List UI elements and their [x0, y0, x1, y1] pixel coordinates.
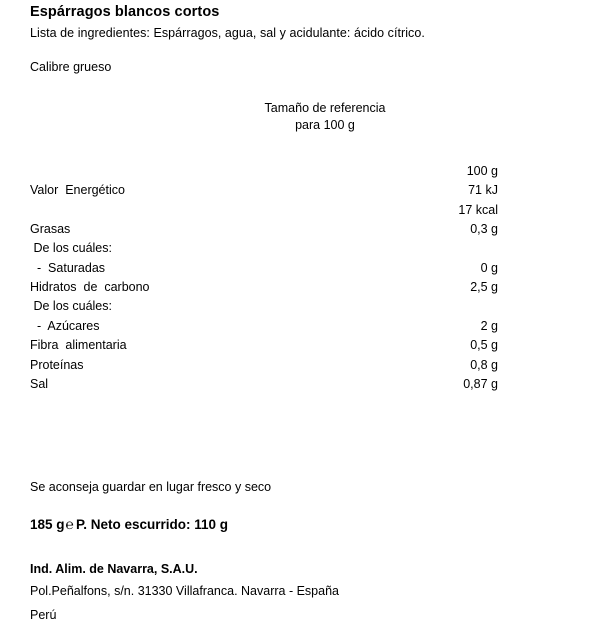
page-title: Espárragos blancos cortos: [30, 4, 220, 20]
reference-size-line-2: para 100 g: [295, 117, 355, 132]
weight-info: [30, 516, 570, 532]
nutrient-value: 0,8 g: [470, 357, 498, 372]
nutrient-value: 17 kcal: [458, 202, 498, 217]
table-row: [30, 317, 570, 336]
nutrient-name: - Saturadas: [30, 260, 106, 275]
nutrient-name: Fibra alimentaria: [30, 338, 127, 353]
drained-weight: P. Neto escurrido: 110 g: [75, 517, 228, 533]
table-row: [30, 278, 570, 297]
caliber-text: Calibre grueso: [30, 60, 112, 74]
table-row: [30, 336, 570, 355]
nutrient-value: 2 g: [480, 318, 498, 333]
nutrition-table: [30, 162, 570, 395]
nutrient-value: 0,87 g: [463, 376, 498, 391]
estimated-sign-icon: ℮: [65, 516, 74, 533]
net-weight: 185 g: [30, 517, 65, 533]
nutrient-name: Grasas: [30, 221, 71, 236]
table-row: [30, 259, 570, 278]
table-row: [30, 201, 570, 220]
nutrient-value: 0 g: [480, 260, 498, 275]
table-row: [30, 220, 570, 239]
nutrient-value: 2,5 g: [470, 280, 498, 294]
nutrient-value: 0,3 g: [470, 221, 498, 236]
storage-instructions: Se aconseja guardar en lugar fresco y seco: [30, 480, 272, 495]
nutrient-value: [365, 297, 570, 316]
nutrient-value: 0,5 g: [470, 338, 498, 353]
nutrient-name: Hidratos de carbono: [30, 280, 150, 294]
table-row: [30, 239, 570, 258]
reference-size-line-1: Tamaño de referencia: [264, 101, 386, 115]
origin-country: Perú: [30, 608, 57, 622]
table-row: [30, 181, 570, 200]
nutrient-name: - Azúcares: [30, 318, 100, 333]
nutrient-name: Proteínas: [30, 357, 84, 372]
nutrient-value: [365, 239, 570, 258]
table-row: [30, 375, 570, 394]
nutrition-header-blank: [30, 162, 365, 181]
manufacturer-name: Ind. Alim. de Navarra, S.A.U.: [30, 562, 198, 577]
nutrient-value: 71 kJ: [468, 183, 498, 198]
nutrient-name: Sal: [30, 376, 49, 391]
table-row: [30, 356, 570, 375]
nutrition-column-header: 100 g: [466, 163, 498, 178]
nutrient-name: De los cuáles:: [30, 299, 112, 314]
ingredients-list: Lista de ingredientes: Espárragos, agua, sal y acidulante: ácido cítrico.: [30, 26, 425, 40]
manufacturer-address: Pol.Peñalfons, s/n. 31330 Villafranca. Navarra - España: [30, 584, 339, 599]
table-row: [30, 297, 570, 316]
table-row-header: [30, 162, 570, 181]
nutrient-name: [30, 201, 365, 220]
nutrient-name: Valor Energético: [30, 183, 125, 198]
nutrient-name: De los cuáles:: [30, 241, 112, 256]
reference-size-block: [30, 100, 570, 134]
